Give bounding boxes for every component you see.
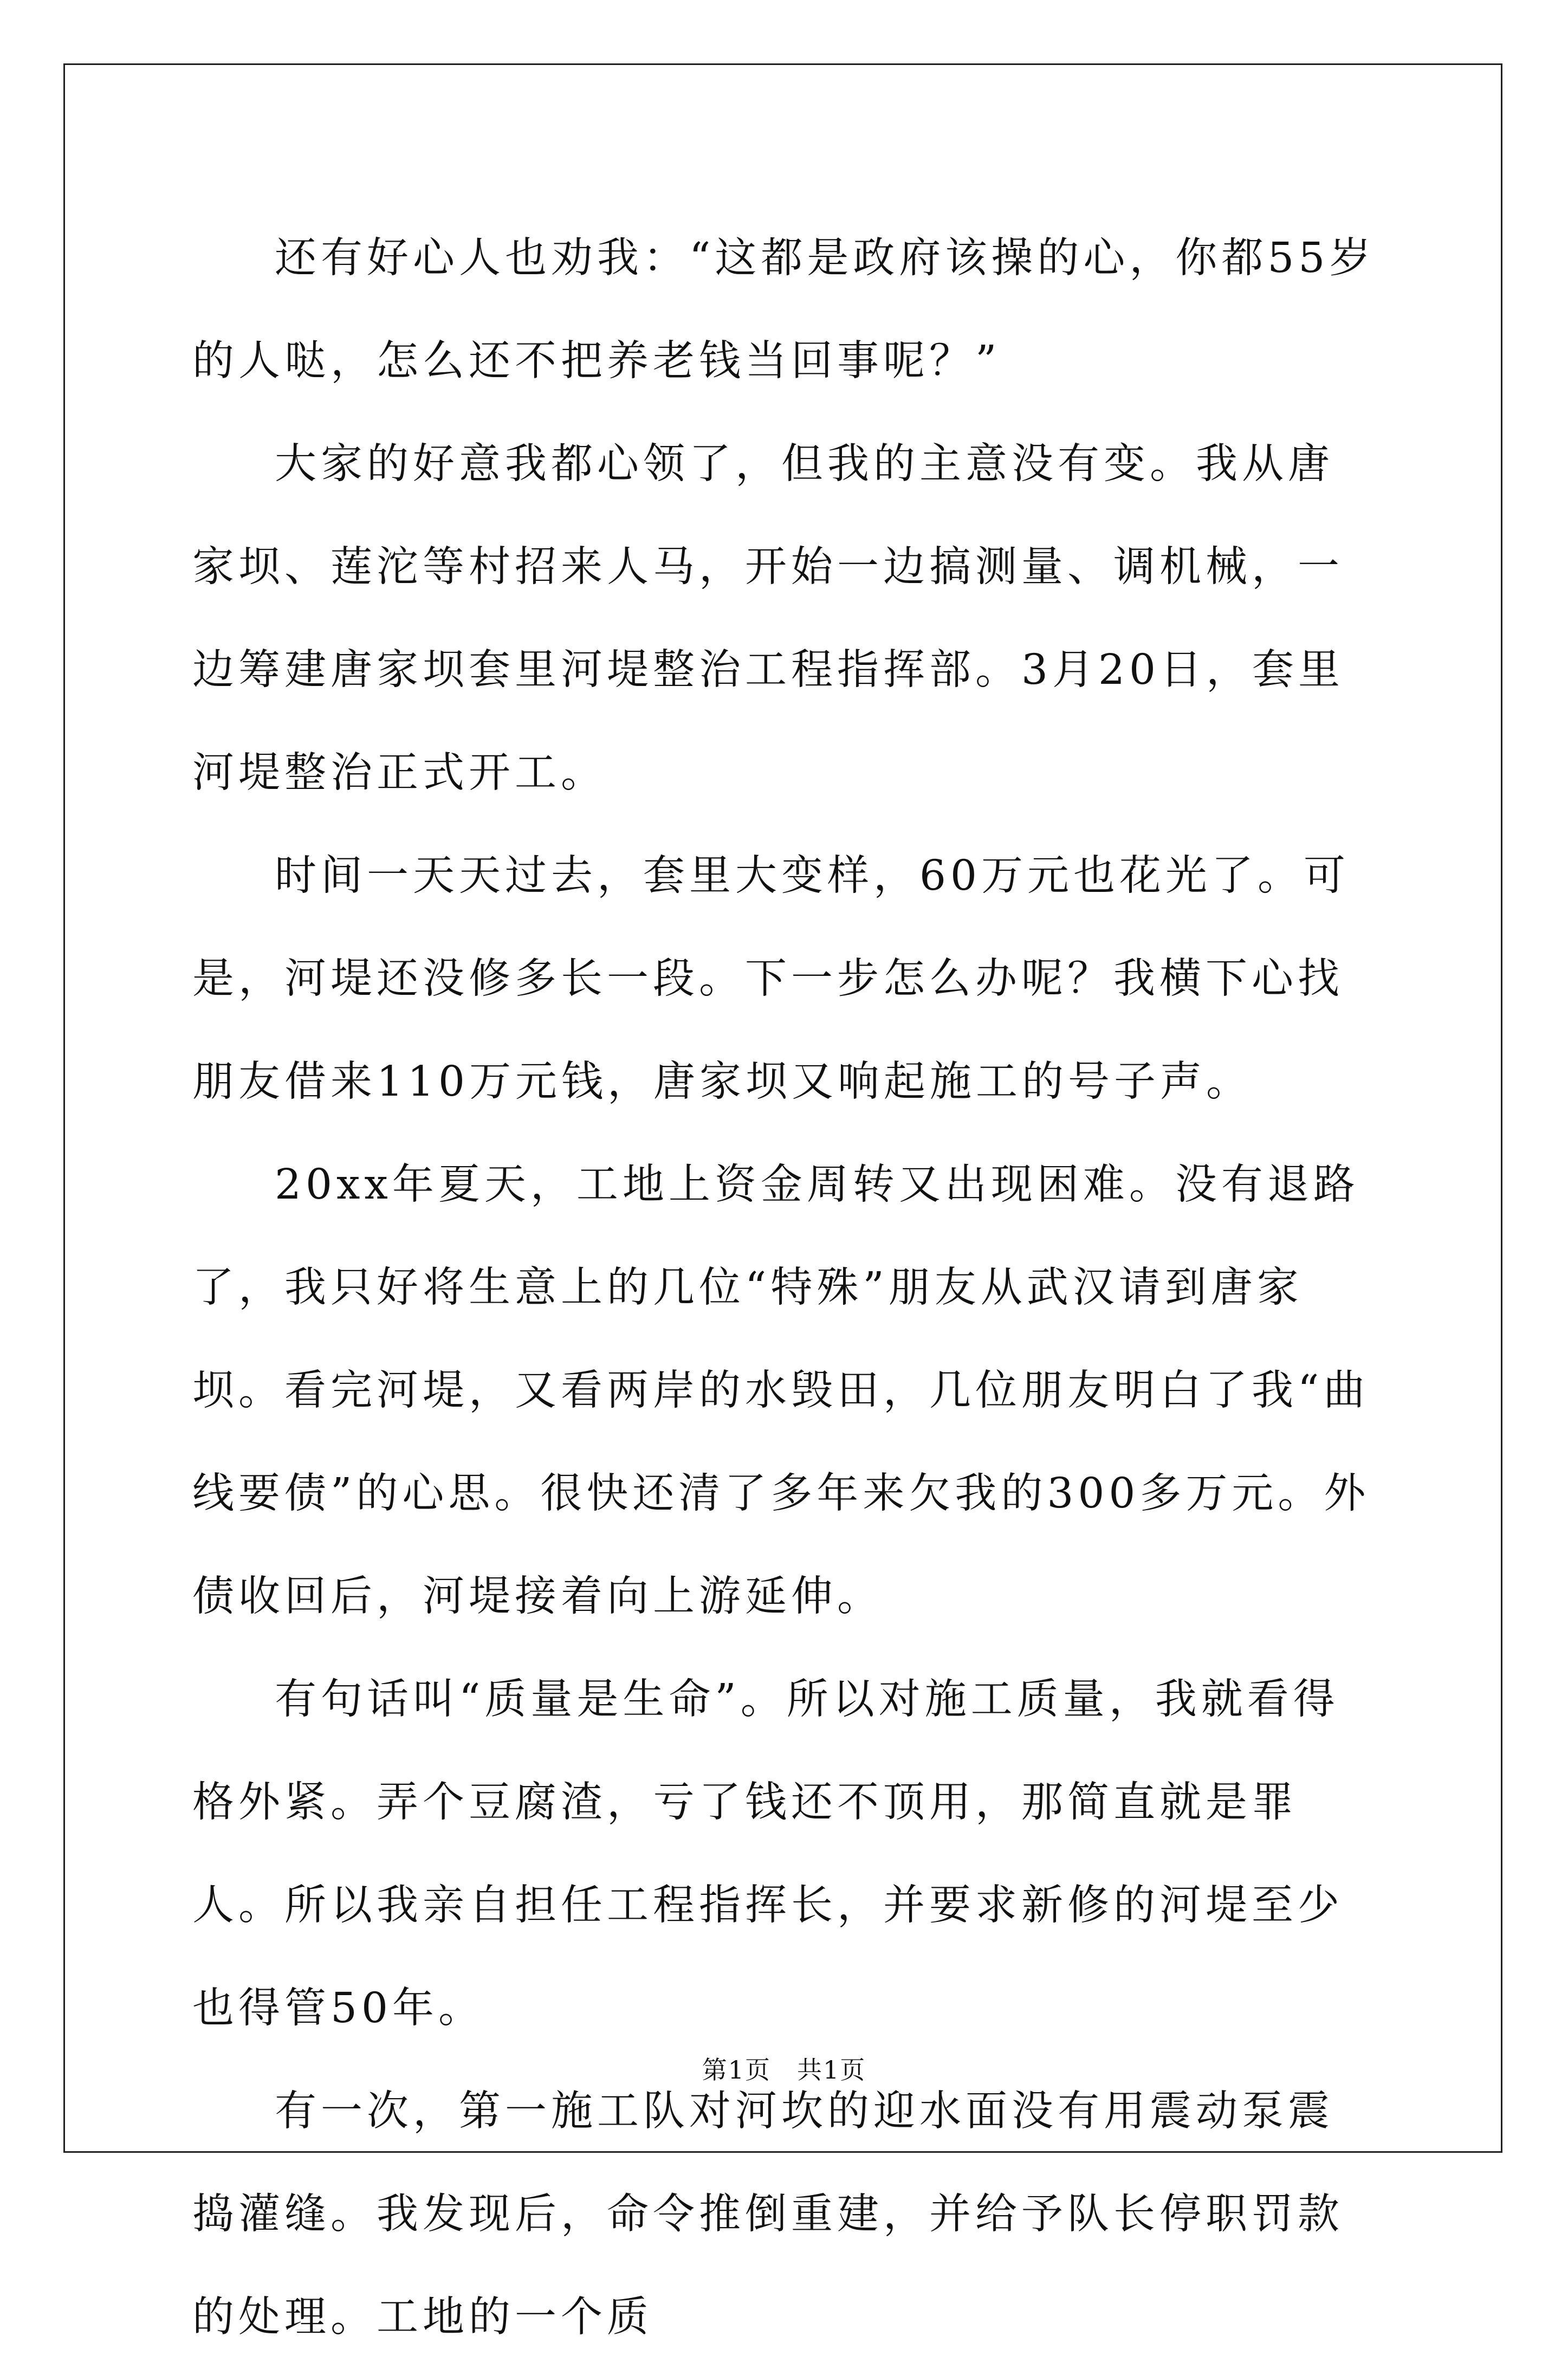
paragraph: 大家的好意我都心领了，但我的主意没有变。我从唐家坝、莲沱等村招来人马，开始一边搞测量、调机械，一边筹建唐家坝套里河堤整治工程指挥部。3月20日，套里河堤整治正式开工。 [192, 440, 1344, 797]
paragraph: 时间一天天过去，套里大变样，60万元也花光了。可是，河堤还没修多长一段。下一步怎么办呢？我横下心找朋友借来110万元钱，唐家坝又响起施工的号子声。 [192, 852, 1350, 1106]
page-number-current: 第1页 [702, 2055, 771, 2085]
page-footer [0, 2054, 1568, 2086]
paragraph: 还有好心人也劝我：“这都是政府该操的心，你都55岁的人哒，怎么还不把养老钱当回事呢？” [192, 234, 1376, 385]
document-body [192, 207, 1379, 2369]
paragraph: 有一次，第一施工队对河坎的迎水面没有用震动泵震捣灌缝。我发现后，命令推倒重建，并给予队长停职罚款的处理。工地的一个质 [192, 2087, 1344, 2341]
paragraph: 20xx年夏天，工地上资金周转又出现困难。没有退路了，我只好将生意上的几位“特殊”朋友从武汉请到唐家坝。看完河堤，又看两岸的水毁田，几位朋友明白了我“曲线要债”的心思。很快还清了多年来欠我的300多万元。外债收回后，河堤接着向上游延伸。 [192, 1161, 1370, 1621]
paragraph: 有句话叫“质量是生命”。所以对施工质量，我就看得格外紧。弄个豆腐渣，亏了钱还不顶用，那简直就是罪人。所以我亲自担任工程指挥长，并要求新修的河堤至少也得管50年。 [192, 1675, 1344, 2033]
page-number-total: 共1页 [797, 2055, 866, 2085]
